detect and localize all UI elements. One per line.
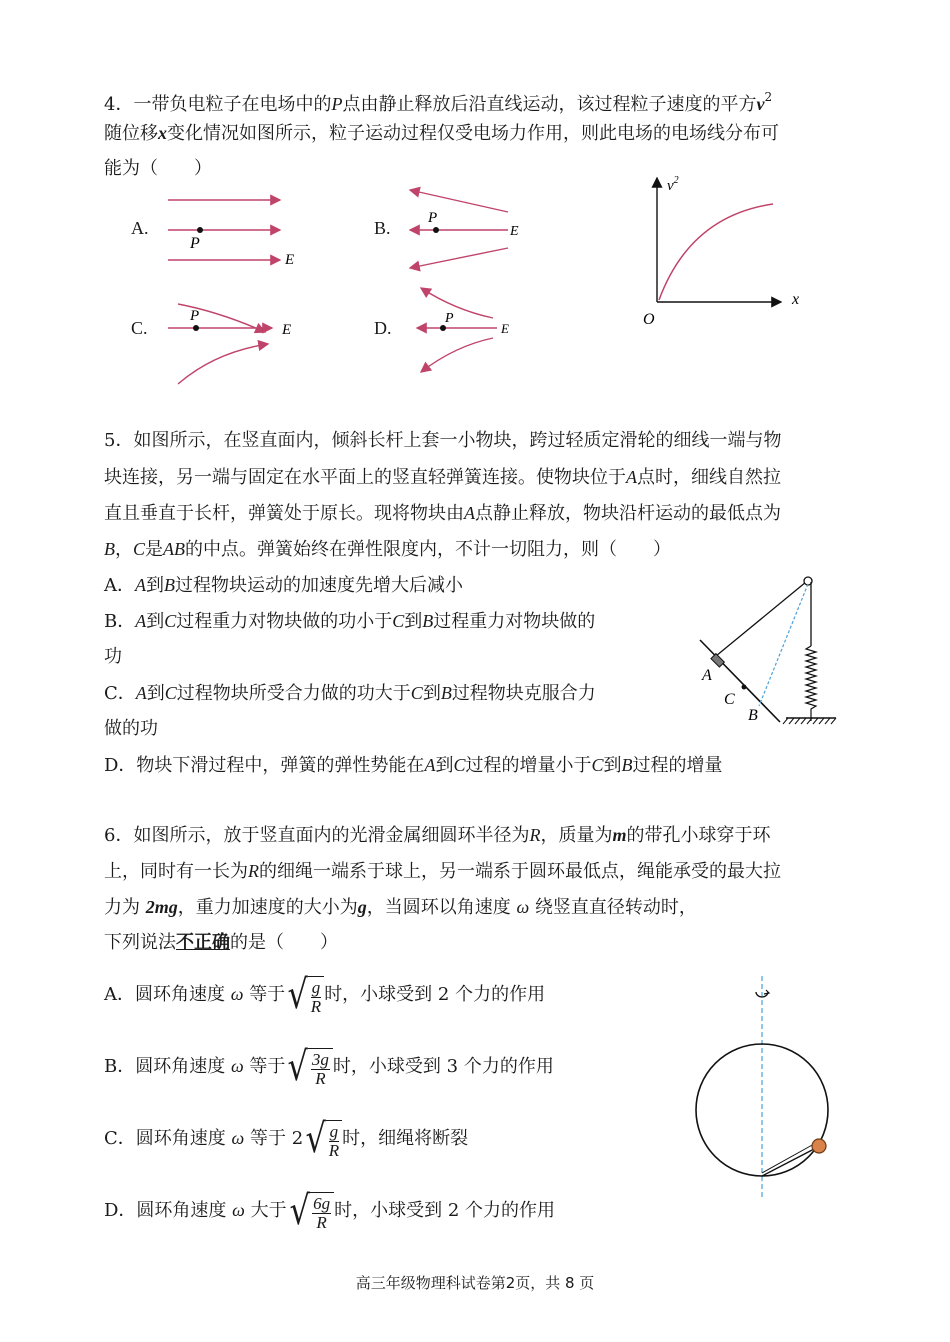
q4-line-3: 能为（ ）: [104, 158, 212, 179]
q5-line-4: B，C是AB的中点。弹簧始终在弹性限度内，不计一切阻力，则（ ）: [104, 539, 672, 560]
label-p: P: [445, 311, 454, 326]
q4-option-a-label: A.: [131, 218, 149, 238]
axis-label-y: $v^2$: [667, 175, 679, 194]
field-line: [421, 288, 493, 318]
radical: √ $\frac{6g}{R}$: [287, 1188, 335, 1234]
radical: √ $\frac{3g}{R}$: [285, 1044, 333, 1090]
origin-label: O: [643, 311, 655, 328]
q5-option-b[interactable]: B．A到C过程重力对物块做的功小于C到B过程重力对物块做的: [104, 611, 596, 632]
field-line: [410, 248, 508, 268]
ground-hatch: [783, 718, 836, 724]
label-a: A: [702, 667, 712, 684]
point-c: [742, 685, 747, 690]
q6-line-1: 6．如图所示，放于竖直面内的光滑金属细圆环半径为R，质量为m的带孔小球穿于环: [104, 825, 771, 846]
q5-line-2: 块连接，另一端与固定在水平面上的竖直轻弹簧连接。使物块位于A点时，细线自然拉: [104, 467, 781, 488]
rope: [762, 1148, 816, 1176]
q5-option-c-cont: 做的功: [104, 718, 158, 739]
point-p: [193, 325, 199, 331]
page-footer: 高三年级物理科试卷第2页，共 8 页: [355, 1274, 595, 1292]
q4-option-b-diagram: [400, 182, 540, 277]
thread-segment: [716, 582, 806, 656]
q6-ring-diagram: [680, 970, 850, 1205]
label-p: P: [428, 210, 438, 226]
thread-dashed: [759, 584, 808, 706]
label-b: B: [748, 707, 758, 724]
label-e: E: [510, 224, 519, 239]
q5-pulley-spring-diagram: [690, 570, 850, 735]
label-c: C: [724, 691, 735, 708]
field-line: [421, 338, 493, 372]
q4-option-c-label: C.: [131, 318, 148, 338]
q5-option-d[interactable]: D．物块下滑过程中，弹簧的弹性势能在A到C过程的增量小于C到B过程的增量: [104, 755, 723, 776]
q4-line-2: 随位移x变化情况如图所示，粒子运动过程仅受电场力作用，则此电场的电场线分布可: [104, 123, 779, 144]
field-line: [410, 190, 508, 212]
q6-option-c[interactable]: C．圆环角速度 ω 等于 2 √ $\frac{g}{R}$ 时，细绳将断裂: [104, 1116, 469, 1162]
label-p: P: [190, 235, 200, 252]
rotation-arrowhead-icon: [764, 990, 769, 994]
q4-option-b-label: B.: [374, 218, 391, 238]
q6-line-4: 下列说法不正确的是（ ）: [104, 932, 338, 953]
block: [711, 654, 724, 667]
q6-option-a[interactable]: A．圆环角速度 ω 等于 √ $\frac{g}{R}$ 时，小球受到 2 个力的作用: [104, 972, 546, 1018]
q5-option-a[interactable]: A．A到B过程物块运动的加速度先增大后减小: [104, 575, 463, 596]
q6-option-d[interactable]: D．圆环角速度 ω 大于 √ $\frac{6g}{R}$ 时，小球受到 2 个力的作用: [104, 1188, 556, 1234]
q4-option-d-label: D.: [374, 318, 392, 338]
q5-option-b-cont: 功: [104, 646, 122, 667]
label-e: E: [285, 252, 295, 268]
point-p: [433, 227, 439, 233]
q5-line-3: 直且垂直于长杆，弹簧处于原长。现将物块由A点静止释放，物块沿杆运动的最低点为: [104, 503, 781, 524]
v2-curve: [659, 204, 773, 300]
label-e: E: [282, 322, 292, 338]
q6-line-2: 上，同时有一长为R的细绳一端系于球上，另一端系于圆环最低点，绳能承受的最大拉: [104, 861, 781, 882]
q5-option-c[interactable]: C．A到C过程物块所受合力做的功大于C到B过程物块克服合力: [104, 683, 596, 704]
label-p: P: [190, 308, 200, 324]
q6-line-3: 力为 2mg，重力加速度的大小为g，当圆环以角速度 ω 绕竖直直径转动时，: [104, 897, 697, 918]
field-line: [178, 344, 268, 384]
radical: √ $\frac{g}{R}$: [285, 972, 324, 1018]
q4-v2-x-graph: [635, 168, 815, 333]
label-e: E: [501, 321, 509, 336]
q4-option-c-diagram: [160, 290, 310, 390]
point-p: [197, 227, 203, 233]
q6-option-b[interactable]: B．圆环角速度 ω 等于 √ $\frac{3g}{R}$ 时，小球受到 3 个力的作用: [104, 1044, 554, 1090]
q5-line-1: 5．如图所示，在竖直面内，倾斜长杆上套一小物块，跨过轻质定滑轮的细线一端与物: [104, 430, 782, 451]
q4-option-a-diagram: [160, 188, 300, 278]
q4-line-1: 4．一带负电粒子在电场中的P点由静止释放后沿直线运动，该过程粒子速度的平方$v^2$: [104, 90, 773, 115]
ball: [812, 1139, 826, 1153]
q4-option-d-diagram: [405, 282, 535, 382]
radical: √ $\frac{g}{R}$: [303, 1116, 342, 1162]
spring: [806, 646, 816, 721]
axis-label-x: x: [792, 291, 800, 308]
incline-rod: [700, 640, 780, 722]
